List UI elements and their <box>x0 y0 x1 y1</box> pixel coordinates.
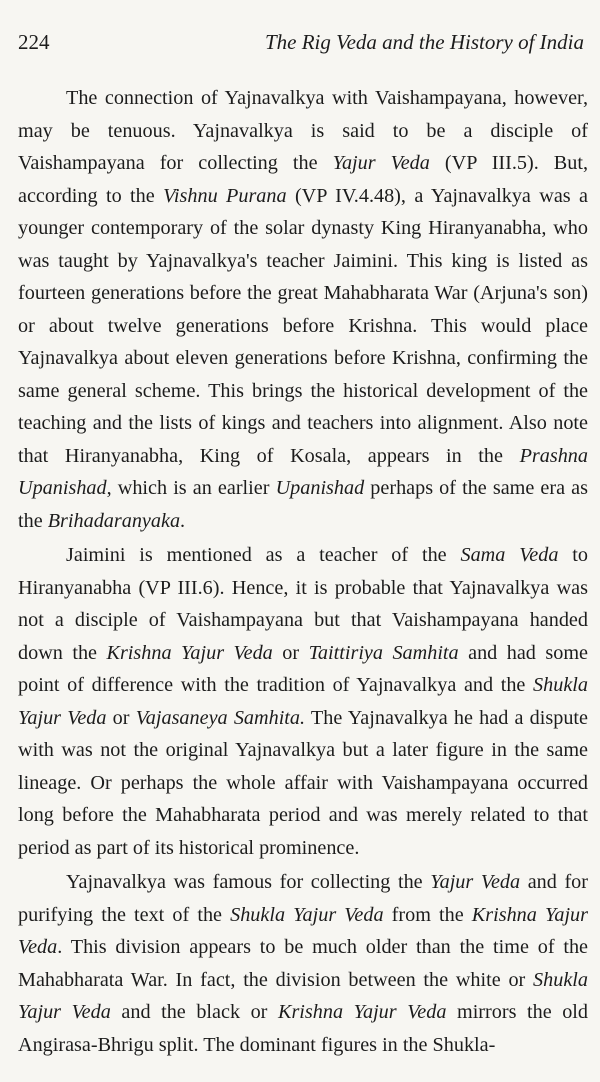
text-run: perhaps of the same era as the <box>18 477 588 532</box>
italic-text-run: Yajur Veda <box>430 871 521 893</box>
text-run: . This division appears to be much older than the time of the Mahabharata War. In fact, the division between the white or <box>18 936 588 991</box>
paragraph-3 <box>18 866 588 1061</box>
italic-text-run: Brihadaranyaka <box>47 509 181 532</box>
text-run: The connection of Yajnavalkya with Vaishampayana, however, may be tenuous. Yajnavalkya is said to be a disciple of Vaishampayana for collecting the <box>18 87 588 174</box>
italic-text-run: Yajur Veda <box>332 152 430 174</box>
text-run: (VP IV.4.48), a Yajnavalkya was a younger contemporary of the solar dynasty King Hiranyanabha, who was taught by Yajnavalkya's teacher Jaimini. This king is listed as fourteen generations before the great Mahabharata War (Arjuna's son) or about twelve generations before Krishna. This would place Yajnavalkya about eleven generations before Krishna, confirming the same general scheme. This brings the historical development of the teaching and the lists of kings and teachers into alignment. Also note that Hiranyanabha, King of Kosala, appears in the <box>18 184 588 467</box>
text-run: Yajnavalkya was famous for collecting the <box>66 871 431 893</box>
running-head <box>18 28 588 56</box>
italic-text-run: Shukla Yajur Veda <box>18 674 588 729</box>
text-run: and the black or <box>110 1001 278 1023</box>
text-run: . <box>180 509 186 532</box>
paragraph-2 <box>18 539 588 864</box>
paragraph-1 <box>18 82 588 537</box>
text-run: Jaimini is mentioned as a teacher of the <box>66 544 461 566</box>
text-run: and had some point of difference with the tradition of Yajnavalkya and the <box>18 641 588 696</box>
italic-text-run: Prashna Upanishad <box>18 444 588 499</box>
italic-text-run: Shukla Yajur Veda <box>18 968 588 1023</box>
italic-text-run: Vishnu Purana <box>163 184 287 207</box>
running-title: The Rig Veda and the History of India <box>264 30 584 54</box>
text-run: or <box>106 706 136 729</box>
page-number: 224 <box>18 30 50 54</box>
text-run: and for purifying the text of the <box>18 871 589 926</box>
italic-text-run: Krishna Yajur Veda <box>277 1001 447 1023</box>
italic-text-run: Krishna Yajur Veda <box>18 903 589 958</box>
italic-text-run: Taittiriya Samhita <box>308 641 459 664</box>
italic-text-run: Shukla Yajur Veda <box>230 903 384 926</box>
text-run: The Yajnavalkya he had a dispute with was not the original Yajnavalkya but a later figure in the same lineage. Or perhaps the whole affair with Vaishampayana occurred long before the Mahabharata period and was merely related to that period as part of its historical prominence. <box>18 706 588 859</box>
text-run: to Hiranyanabha (VP III.6). Hence, it is probable that Yajnavalkya was not a disciple of Vaishampayana but that Vaishampayana handed down the <box>18 544 589 664</box>
italic-text-run: Sama Veda <box>460 544 559 566</box>
text-run: , which is an earlier <box>106 477 276 499</box>
text-run: mirrors the old Angirasa-Bhrigu split. The dominant figures in the Shukla- <box>18 1001 589 1056</box>
text-run: from the <box>383 903 472 926</box>
body-text <box>18 82 588 1061</box>
text-run: (VP III.5). But, according to the <box>18 152 589 207</box>
italic-text-run: Vajasaneya Samhita. <box>135 706 306 729</box>
italic-text-run: Upanishad <box>275 477 365 499</box>
italic-text-run: Krishna Yajur Veda <box>106 641 273 664</box>
text-run: or <box>272 641 309 664</box>
